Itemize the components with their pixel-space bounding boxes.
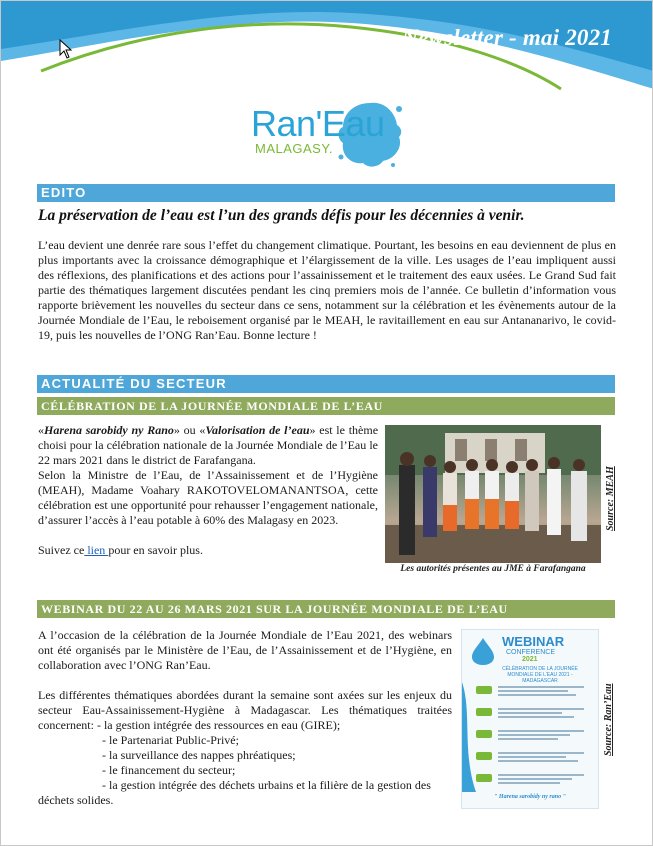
jme-photo-source: Source: MEAH — [605, 466, 616, 531]
edito-subtitle: La préservation de l’eau est l’un des grands défis pour les décennies à venir. — [38, 207, 525, 224]
webinar-heading: WEBINAR DU 22 AU 26 MARS 2021 SUR LA JOURNÉE MONDIALE DE L’EAU — [37, 600, 615, 618]
jme-paragraph-2: Selon la Ministre de l’Eau, de l’Assainissement et de l’Hygiène (MEAH), Madame Voahary RAKOTOVELOMANANTSOA, cette célébration est une opportunité pour rehausser l’engagement nationale, d’assurer l’accès à l’eau potable à 60% des Malagasy en 2023. — [38, 468, 378, 527]
webinar-last-line: déchets solides. — [38, 793, 114, 807]
jme-paragraph-1-rest: est le thème choisi pour la célébration nationale de la Journée Mondiale de l’Eau le 22 mars 2021 dans le district de Farafangana. — [38, 423, 379, 467]
webinar-item-2: - la surveillance des nappes phréatiques; — [102, 748, 296, 762]
jme-heading: CÉLÉBRATION DE LA JOURNÉE MONDIALE DE L’EAU — [37, 397, 615, 415]
jme-more-after: pour en savoir plus. — [108, 543, 203, 557]
jme-photo-caption: Les autorités présentes au JME à Farafangana — [400, 564, 586, 574]
jme-paragraph-1: «Harena sarobidy ny Rano» ou «Valorisation de l’eau» est le thème choisi pour la célébration nationale de la Journée Mondiale de l’Eau le 22 mars 2021 dans le district de Farafangana. — [38, 423, 379, 467]
jme-body — [38, 423, 378, 558]
water-drop-icon — [470, 636, 496, 666]
edito-heading: EDITO — [37, 184, 615, 202]
webinar-item-3: - le financement du secteur; — [102, 763, 236, 777]
poster-title: WEBINAR — [502, 634, 565, 649]
poster-tagline: " Harena sarobidy ny rano " — [494, 794, 566, 800]
webinar-paragraph-2: Les différentes thématiques abordées durant la semaine sont axées sur les enjeux du secteur Eau-Assainissement-Hygiène à Madagascar. Les thématiques traitées concernent: - la gestion intégrée des ressources en eau (GIRE); — [38, 688, 452, 732]
logo-sub-text: MALAGASY. — [255, 141, 333, 156]
newsletter-title: Newsletter - mai 2021 — [401, 25, 612, 50]
poster-year: 2021 — [522, 656, 538, 663]
jme-photo-illustration — [385, 425, 601, 563]
jme-or: ou « — [179, 423, 206, 437]
edito-body-text: L’eau devient une denrée rare sous l’effet du changement climatique. Pourtant, les besoins en eau deviennent de plus en plus importants avec la croissance démographique et l’élargissement de la ville. Les usages de l’eau impliquent aussi des réflexions, des planifications et des actions pour l’assainissement et le traitement des eaux usées. Le Grand Sud fait partie des thématiques largement discutées pendant les cinq premiers mois de l’année. Ce bulletin d’information vous rapporte brièvement les nouvelles du secteur dans ce sens, notamment sur la célébration et les évènements autour de la Journée Mondiale de l’Eau, le reboisement organisé par le MEAH, le ravitaillement en eau sur Antananarivo, le covid-19, puis les nouvelles de l’ONG Ran’Eau. Bonne lecture ! — [38, 238, 616, 342]
poster-subtitle: CONFERENCE — [506, 649, 556, 656]
webinar-item-4: - la gestion intégrée des déchets urbains et la filière de la gestion des — [102, 778, 431, 792]
webinar-item-1: - le Partenariat Public-Privé; — [102, 733, 239, 747]
jme-link[interactable]: lien — [84, 543, 109, 557]
webinar-paragraph-1: A l’occasion de la célébration de la Journée Mondiale de l’Eau 2021, des webinars ont été organisés par le Ministère de l’Eau, de l’Assainissement et de l’Hygiène, en collaboration avec l’ONG Ran’Eau. — [38, 628, 452, 672]
edito-body — [38, 238, 616, 343]
jme-quote-2: Valorisation de l’eau — [205, 423, 310, 437]
poster-theme: CÉLÉBRATION DE LA JOURNÉE MONDIALE DE L’EAU 2021 - MADAGASCAR — [502, 666, 578, 684]
jme-quote-1: Harena sarobidy ny Rano — [44, 423, 174, 437]
actualite-heading: ACTUALITÉ DU SECTEUR — [37, 375, 615, 393]
header-wave — [1, 1, 653, 101]
logo-main-text: Ran'Eau — [251, 103, 385, 144]
poster-schedule — [462, 682, 598, 792]
jme-photo — [385, 425, 601, 563]
raneau-logo — [251, 97, 401, 175]
jme-more — [38, 543, 378, 558]
webinar-poster-source: Source: Ran’Eau — [603, 683, 614, 756]
jme-more-before: Suivez ce — [38, 543, 85, 557]
webinar-body — [38, 628, 452, 808]
mouse-cursor-icon — [59, 39, 73, 59]
webinar-poster — [461, 629, 599, 809]
